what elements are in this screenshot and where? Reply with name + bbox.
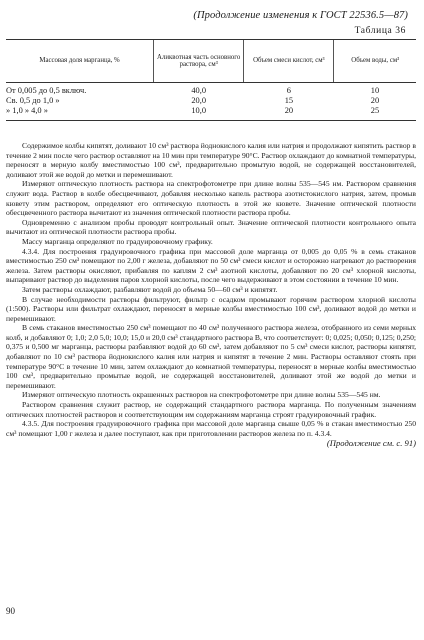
table-cell: 20,0 xyxy=(191,96,207,106)
table-cell: » 1,0 » 4,0 » xyxy=(6,106,154,121)
table-row xyxy=(6,96,416,106)
table-cell: 15 xyxy=(284,96,294,106)
column-header: Массовая доля марганца, % xyxy=(6,40,154,83)
paragraph: 4.3.5. Для построения градуировочного графика при массовой доле марганца свыше 0,05 % в стакан вместимостью 250 см³ помещают 1,00 г железа и далее поступают, как при приготовлении растворов железа по п. 4.3.4. xyxy=(6,419,416,438)
table-cell: 10 xyxy=(370,86,380,96)
column-header: Объем смеси кислот, см³ xyxy=(244,40,334,83)
paragraph: Одновременно с анализом пробы проводят контрольный опыт. Значение оптической плотности контрольного опыта вычитают из оптической плотности раствора пробы. xyxy=(6,217,416,237)
continuation-note: (Продолжение см. с. 91) xyxy=(326,438,416,449)
table-caption: Таблица 36 xyxy=(354,26,406,36)
column-header: Объем воды, см³ xyxy=(334,40,416,83)
table-cell: Св. 0,5 до 1,0 » xyxy=(6,96,60,106)
paragraph: Раствором сравнения служит раствор, не содержащий стандартного раствора марганца. По полученным значениям оптических плотностей растворов и соответствующим им содержаниям марганца строят градуировочный график. xyxy=(6,400,416,419)
body-text xyxy=(6,141,416,448)
paragraph: В семь стаканов вместимостью 250 см³ помещают по 40 см³ полученного раствора железа, отобранного из семи мерных колб, и добавляют 0; 1,0; 2,0 5,0; 10,0; 15,0 и 20,0 см³ стандартного раствора В, что соответствует: 0; 0,025; 0,050; 0,125; 0,250; 0,375 и 0,500 мг марганца, растворы разбавляют водой до 60 см³, затем добавляют по 5 см³ смеси кислот, растворы кипятят, добавляют по 10 см³ раствора йоднокислого калия или натрия и кипятят в течение 2 мин. Растворы оставляют стоять при температуре 90°С в течение 10 мин, затем охлаждают до комнатной температуры, переносят в мерные колбы вместимостью 100 см³, предварительно промытые водой, не содержащей восстановителей, доливают этой же водой до метки и перемешивают. xyxy=(6,323,416,390)
table-row xyxy=(6,83,416,97)
table-cell: 20 xyxy=(244,106,334,121)
paragraph: Затем растворы охлаждают, разбавляют водой до объема 50—60 см³ и кипятят. xyxy=(22,284,278,294)
page-number: 90 xyxy=(6,606,15,616)
paragraph: В случае необходимости растворы фильтруют, фильтр с осадком промывают горячим раствором хлорной кислоты (1:500). Растворы или фильтрат охлаждают, переносят в мерные колбы вместимостью 100 см³, доливают водой до метки и перемешивают. xyxy=(6,294,416,323)
table-cell: 10,0 xyxy=(154,106,244,121)
column-header: Аликвотная часть основного раствора, см³ xyxy=(154,40,244,83)
table-cell: 6 xyxy=(286,86,291,96)
paragraph: Измеряют оптическую плотность раствора на спектрофотометре при длине волны 535—545 нм. Раствором сравнения служит вода. Раствор в колбе обесцвечивают, добавляя несколько капель раствора азотистокислого натрия, затем, промыв кювету этим раствором, определяют его оптическую плотность в этой же кювете. Значение оптической плотности обесцвеченного раствора вычитают из значения оптической плотности раствора пробы. xyxy=(6,179,416,218)
paragraph: Содержимое колбы кипятят, доливают 10 см³ раствора йоднокислого калия или натрия и продолжают кипятить раствор в течение 2 мин после чего раствор оставляют на 10 мин при температуре 90°С. Раствор охлаждают до комнатной температуры, переносят в мерную колбу вместимостью 100 см³, предварительно промытую водой, не содержащей восстановителей, доливают этой же водой до метки и перемешивают. xyxy=(6,141,416,179)
paragraph: Измеряют оптическую плотность окрашенных растворов на спектрофотометре при длине волны 535—545 нм. xyxy=(22,390,381,400)
table-cell: 20 xyxy=(370,96,380,106)
paragraph: 4.3.4. Для построения градуировочного графика при массовой доле марганца от 0,005 до 0,05 % в семь стаканов вместимостью 250 см³ помещают по 2,00 г железа, добавляют по 50 см³ смеси кислот и осторожно нагревают до растворения железа. Затем растворы окисляют, прибавляя по каплям 2 см³ азотной кислоты, добавляют по 20 см³ хлорной кислоты, выпаривают раствор до выделения паров хлорной кислоты, после чего выдерживают в этом состоянии в течение 10 мин. xyxy=(6,246,416,285)
manganese-table xyxy=(6,39,416,121)
table-cell: От 0,005 до 0,5 включ. xyxy=(6,86,87,96)
paragraph: Массу марганца определяют по градуировочному графику. xyxy=(22,236,213,246)
table-cell: 40,0 xyxy=(191,86,207,96)
table-cell: 25 xyxy=(334,106,416,121)
table-header-row xyxy=(6,40,416,83)
table-row xyxy=(6,106,416,121)
running-header: (Продолжение изменения к ГОСТ 22536.5—87) xyxy=(193,10,408,21)
